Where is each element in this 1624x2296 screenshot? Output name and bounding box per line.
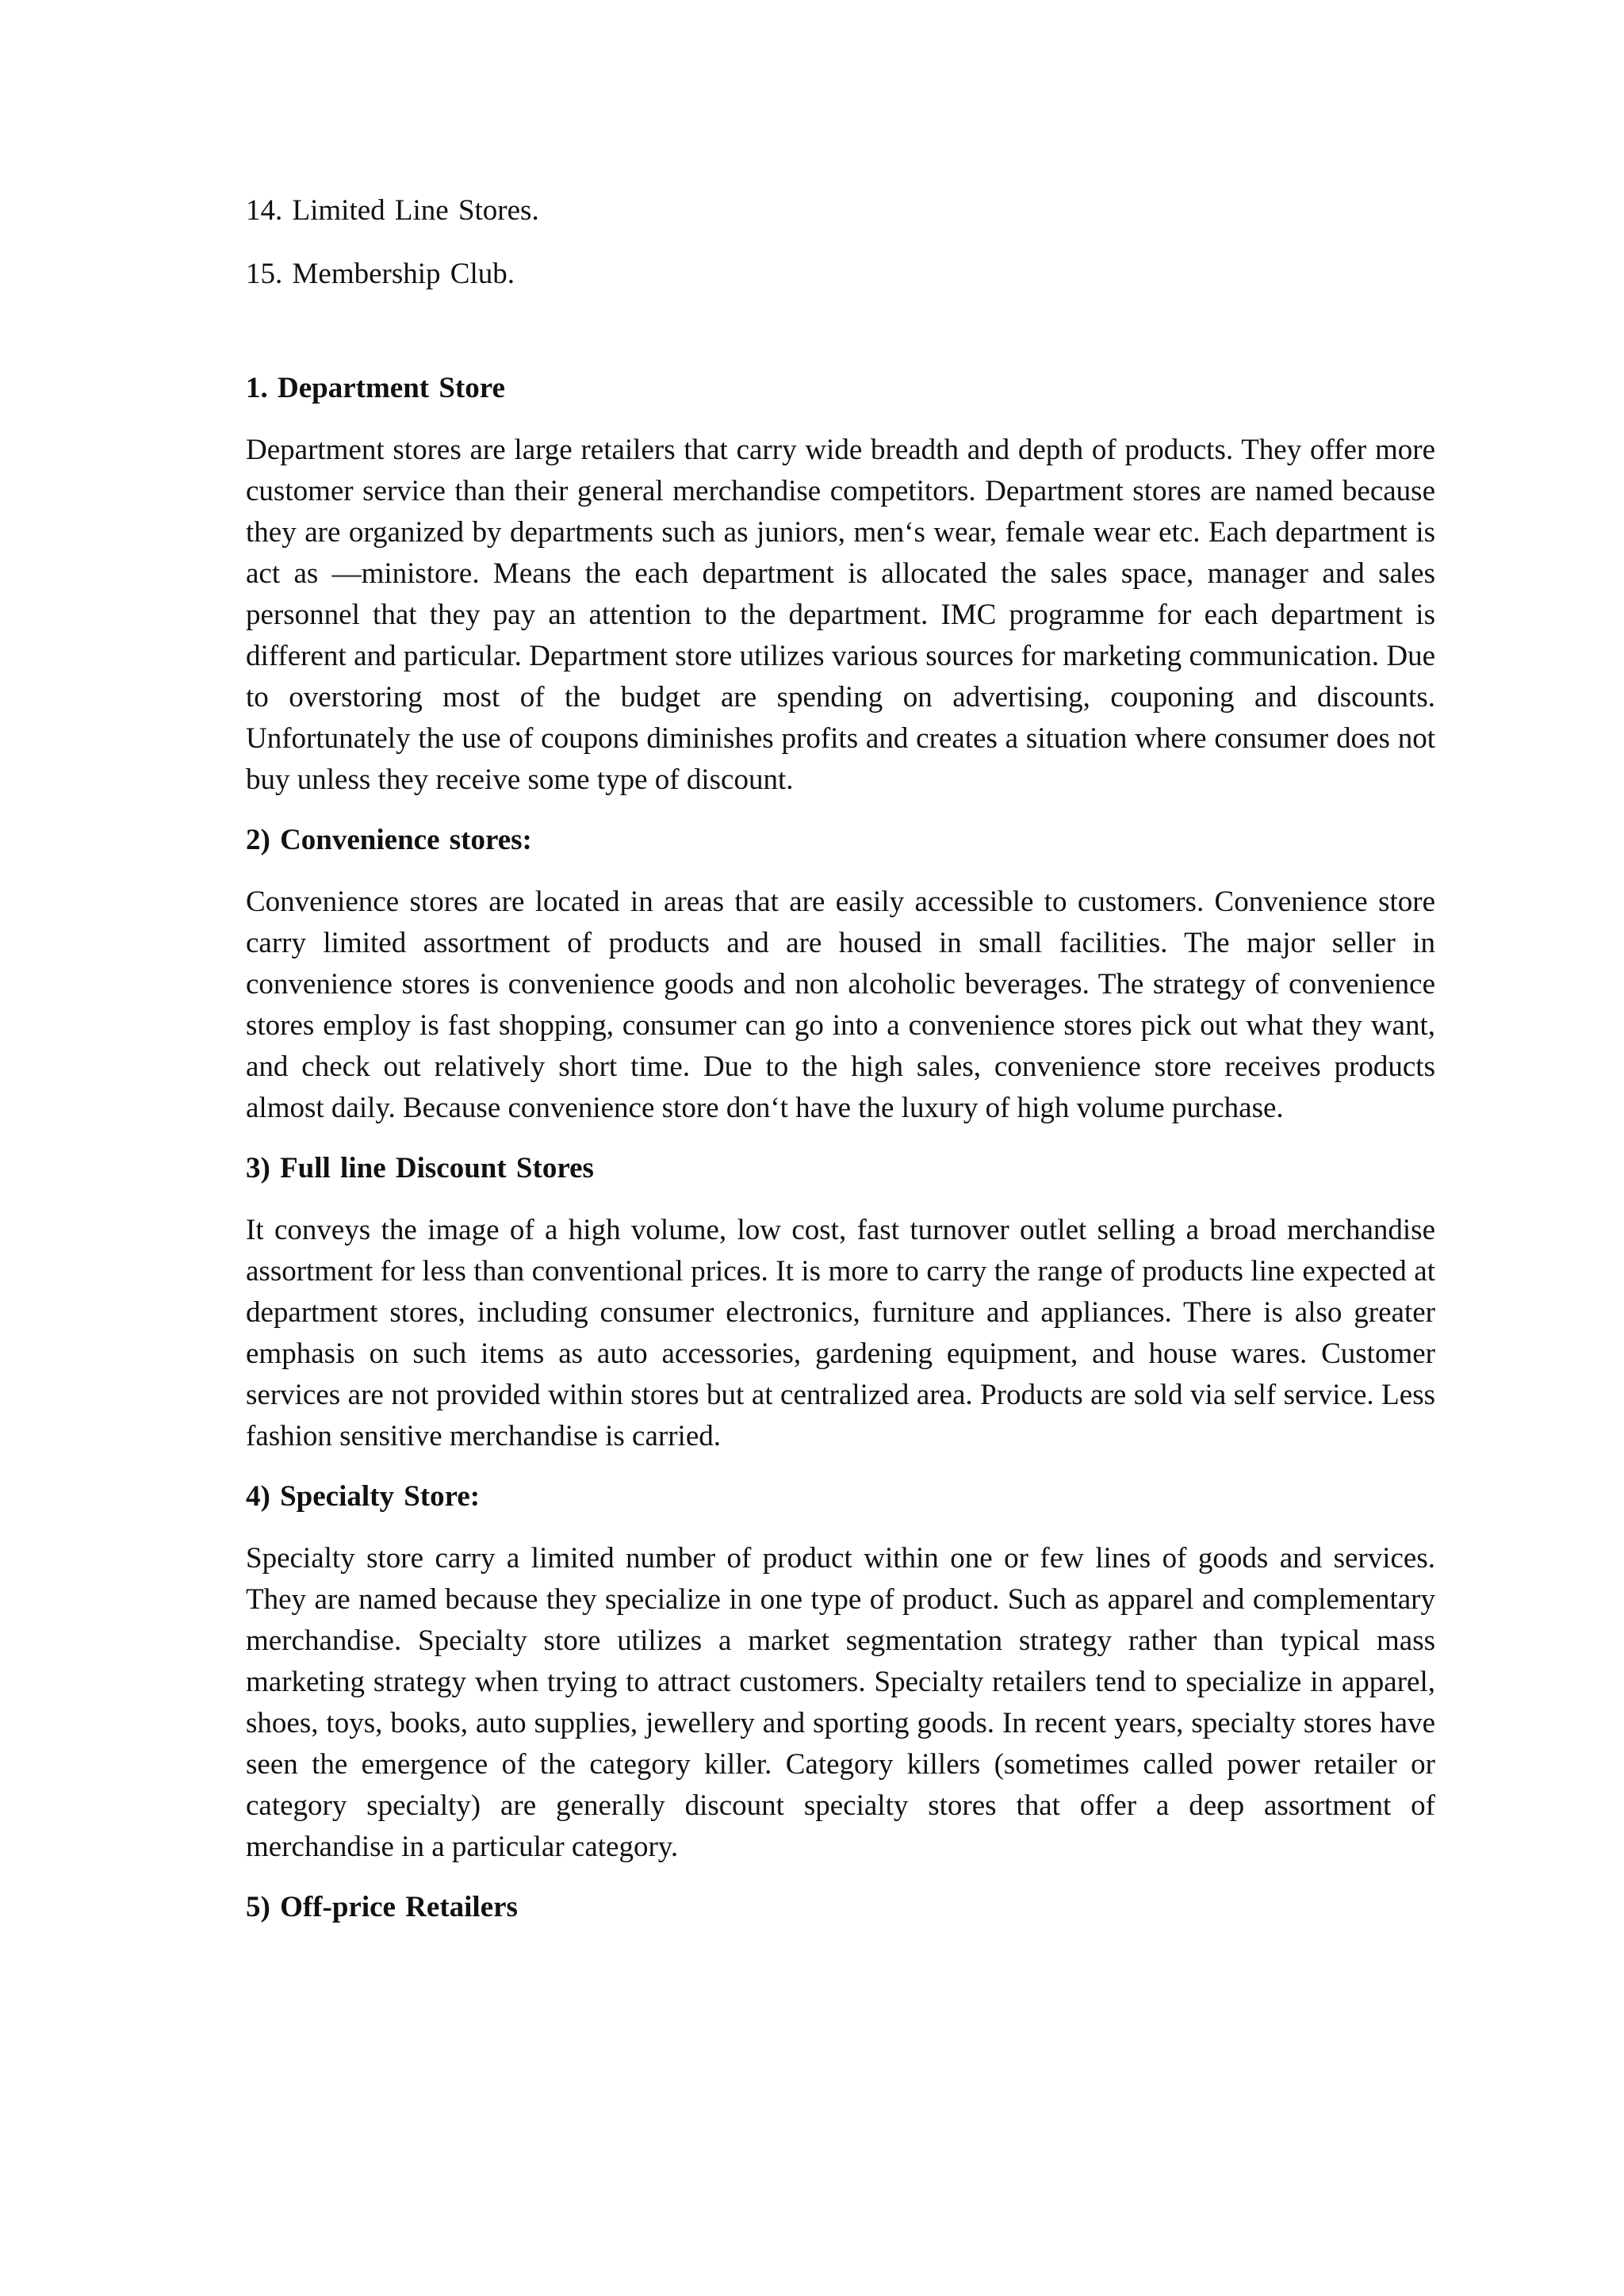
section-body-full-line-discount-stores: It conveys the image of a high volume, low cost, fast turnover outlet selling a broad merchandise assortment for less than conventional prices. It is more to carry the range of products line expected at department stores, including consumer electronics, furniture and appliances. There is also greater emphasis on such items as auto accessories, gardening equipment, and house wares. Customer services are not provided within stores but at centralized area. Products are sold via self service. Less fashion sensitive merchandise is carried. bbox=[246, 1214, 1435, 1452]
section-heading-department-store: 1. Department Store bbox=[246, 372, 505, 404]
section-body-specialty-store: Specialty store carry a limited number of product within one or few lines of goods and services. They are named because they specialize in one type of product. Such as apparel and complementary merchandise. Specialty store utilizes a market segmentation strategy rather than typical mass marketing strategy when trying to attract customers. Specialty retailers tend to specialize in apparel, shoes, toys, books, auto supplies, jewellery and sporting goods. In recent years, specialty stores have seen the emergence of the category killer. Category killers (sometimes called power retailer or category specialty) are generally discount specialty stores that offer a deep assortment of merchandise in a particular category. bbox=[246, 1542, 1435, 1863]
spacer bbox=[246, 317, 1435, 368]
section-body-convenience-stores: Convenience stores are located in areas that are easily accessible to customers. Convenience store carry limited assortment of products and are housed in small facilities. The major seller in convenience stores is convenience goods and non alcoholic beverages. The strategy of convenience stores employ is fast shopping, consumer can go into a convenience stores pick out what they want, and check out relatively short time. Due to the high sales, convenience store receives products almost daily. Because convenience store don‘t have the luxury of high volume purchase. bbox=[246, 886, 1435, 1124]
list-item-limited-line-stores: 14. Limited Line Stores. bbox=[246, 194, 539, 227]
section-heading-full-line-discount-stores: 3) Full line Discount Stores bbox=[246, 1152, 594, 1184]
list-item-membership-club: 15. Membership Club. bbox=[246, 258, 515, 290]
section-heading-specialty-store: 4) Specialty Store: bbox=[246, 1480, 481, 1513]
section-body-department-store: Department stores are large retailers that carry wide breadth and depth of products. They offer more customer service than their general merchandise competitors. Department stores are named because they are organized by departments such as juniors, men‘s wear, female wear etc. Each department is act as ―ministore. Means the each department is allocated the sales space, manager and sales personnel that they pay an attention to the department. IMC programme for each department is different and particular. Department store utilizes various sources for marketing communication. Due to overstoring most of the budget are spending on advertising, couponing and discounts. Unfortunately the use of coupons diminishes profits and creates a situation where consumer does not buy unless they receive some type of discount. bbox=[246, 434, 1435, 796]
section-heading-convenience-stores: 2) Convenience stores: bbox=[246, 824, 532, 856]
section-heading-off-price-retailers: 5) Off-price Retailers bbox=[246, 1891, 518, 1923]
document-page bbox=[246, 190, 1435, 1949]
